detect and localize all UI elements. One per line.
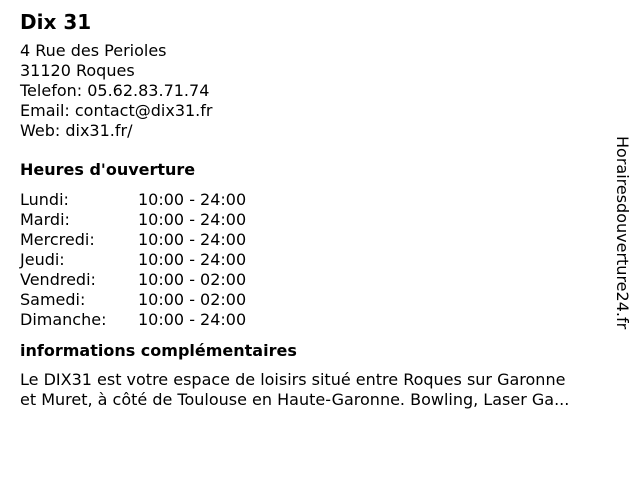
description [20, 370, 610, 410]
hours-time: 10:00 - 02:00 [138, 290, 247, 309]
hours-heading: Heures d'ouverture [20, 160, 196, 179]
phone-line: Telefon: 05.62.83.71.74 [20, 81, 210, 100]
hours-time: 10:00 - 24:00 [138, 230, 247, 249]
street-address: 4 Rue des Perioles [20, 41, 167, 60]
hours-row-mercredi [20, 230, 610, 250]
email-line: Email: contact@dix31.fr [20, 101, 213, 120]
description-line-1: Le DIX31 est votre espace de loisirs situé entre Roques sur Garonne [20, 370, 566, 389]
hours-day: Samedi: [20, 290, 86, 309]
hours-time: 10:00 - 24:00 [138, 250, 247, 269]
hours-time: 10:00 - 24:00 [138, 190, 247, 209]
hours-row-mardi [20, 210, 610, 230]
hours-row-samedi [20, 290, 610, 310]
hours-time: 10:00 - 24:00 [138, 310, 247, 329]
hours-day: Jeudi: [20, 250, 65, 269]
hours-time: 10:00 - 24:00 [138, 210, 247, 229]
hours-day: Mercredi: [20, 230, 95, 249]
hours-row-jeudi [20, 250, 610, 270]
web-line: Web: dix31.fr/ [20, 121, 133, 140]
hours-time: 10:00 - 02:00 [138, 270, 247, 289]
hours-day: Vendredi: [20, 270, 96, 289]
description-line-2: et Muret, à côté de Toulouse en Haute-Garonne. Bowling, Laser Ga... [20, 390, 570, 409]
address-block [20, 41, 610, 141]
hours-day: Mardi: [20, 210, 70, 229]
site-watermark: Horairesdouverture24.fr [613, 136, 632, 330]
postal-city: 31120 Roques [20, 61, 135, 80]
business-card [20, 10, 610, 410]
business-name: Dix 31 [20, 10, 92, 34]
hours-day: Dimanche: [20, 310, 107, 329]
hours-row-vendredi [20, 270, 610, 290]
hours-day: Lundi: [20, 190, 69, 209]
hours-table [20, 190, 610, 330]
hours-row-lundi [20, 190, 610, 210]
info-heading: informations complémentaires [20, 341, 297, 360]
hours-row-dimanche [20, 310, 610, 330]
